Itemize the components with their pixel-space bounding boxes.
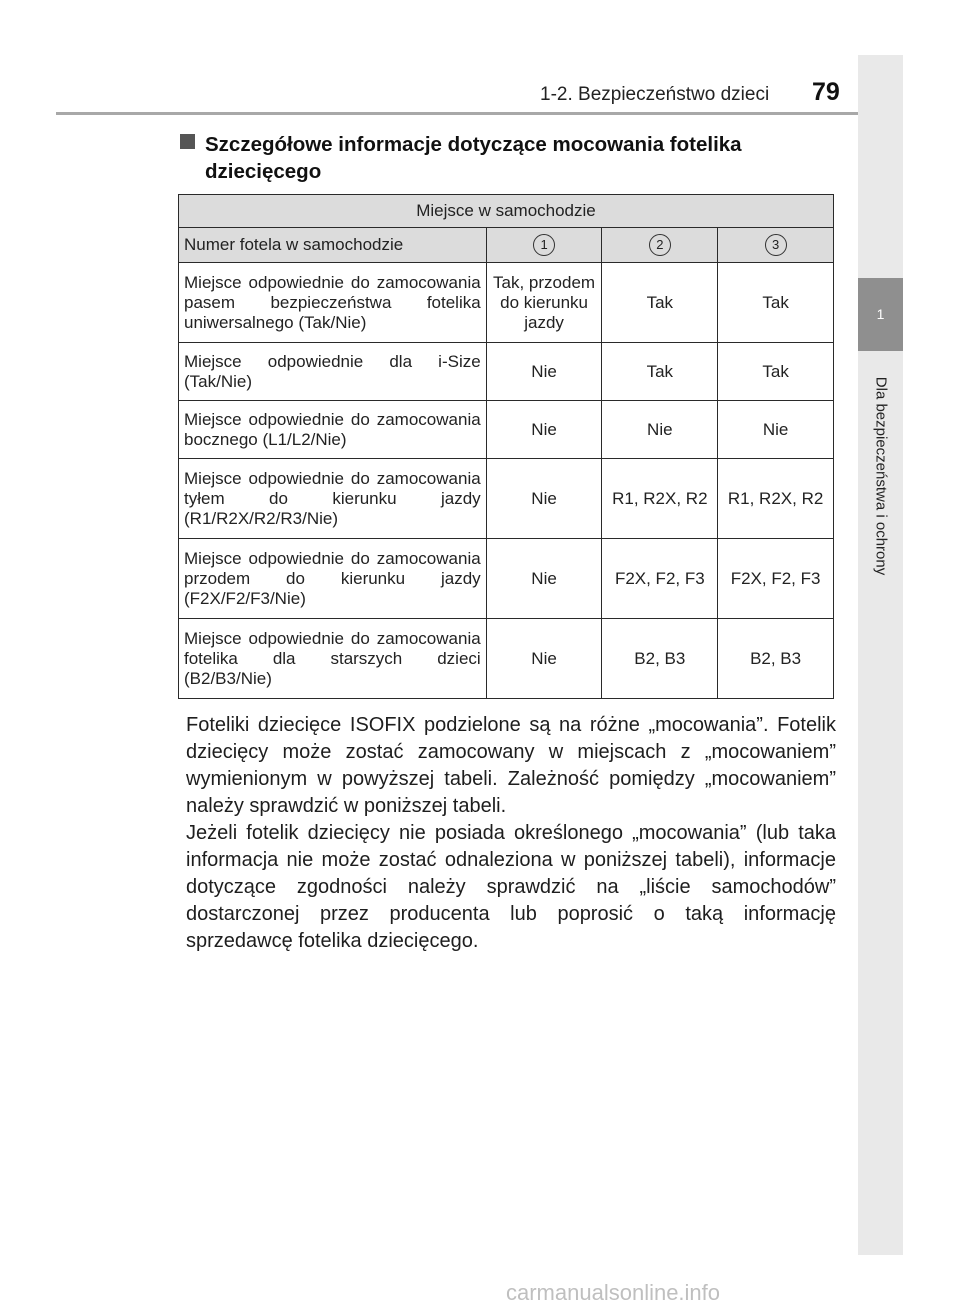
table-cell: F2X, F2, F3 (718, 539, 834, 619)
seat-number-3: 3 (765, 234, 787, 256)
section-heading-text: Szczegółowe informacje dotyczące mocowania fotelika dziecięcego (205, 133, 742, 183)
row-label: Miejsce odpowiednie do zamocowania fotelika dla starszych dzieci (B2/B3/Nie) (179, 619, 487, 699)
table-cell: Nie (486, 539, 602, 619)
section-heading (186, 131, 836, 185)
table-row (179, 459, 834, 539)
table-row (179, 343, 834, 401)
table-cell: Nie (602, 401, 718, 459)
chapter-side-tab (858, 55, 903, 1255)
row-label: Miejsce odpowiednie do zamocowania pasem bezpieczeństwa fotelika uniwersalnego (Tak/Nie) (179, 263, 487, 343)
table-row (179, 539, 834, 619)
square-bullet-icon (180, 134, 195, 149)
table-title: Miejsce w samochodzie (179, 195, 834, 228)
table-row (179, 263, 834, 343)
paragraph: Foteliki dziecięce ISOFIX podzielone są na różne „mocowania”. Fotelik dziecięcy może zostać zamocowany w miejscach z „mocowaniem” wymienionym w powyższej tabeli. Zależność pomiędzy „mocowaniem” należy sprawdzić w poniższej tabeli. (186, 714, 836, 817)
table-cell: R1, R2X, R2 (602, 459, 718, 539)
row-label: Miejsce odpowiednie do zamocowania tyłem do kierunku jazdy (R1/R2X/R2/R3/Nie) (179, 459, 487, 539)
table-row (179, 401, 834, 459)
table-cell: Tak (602, 343, 718, 401)
table-cell: F2X, F2, F3 (602, 539, 718, 619)
table-row (179, 619, 834, 699)
body-text (186, 712, 836, 955)
page-number: 79 (812, 78, 840, 106)
table-cell: Tak, przodem do kierunku jazdy (486, 263, 602, 343)
table-cell: B2, B3 (602, 619, 718, 699)
chapter-title: Dla bezpieczeństwa i ochrony (872, 376, 890, 576)
table-cell: Nie (718, 401, 834, 459)
watermark: carmanualsonline.info (506, 1280, 721, 1305)
table-cell: R1, R2X, R2 (718, 459, 834, 539)
running-head: 1-2. Bezpieczeństwo dzieci (540, 84, 770, 105)
table-cell: Tak (718, 263, 834, 343)
table-cell: Nie (486, 619, 602, 699)
seat-row-label: Numer fotela w samochodzie (179, 228, 487, 263)
seat-number-1: 1 (533, 234, 555, 256)
seat-number-2: 2 (649, 234, 671, 256)
table-cell: Tak (718, 343, 834, 401)
row-label: Miejsce odpowiednie dla i-Size (Tak/Nie) (179, 343, 487, 401)
table-cell: Nie (486, 401, 602, 459)
table-cell: Tak (602, 263, 718, 343)
table-cell: B2, B3 (718, 619, 834, 699)
table-title-row (179, 195, 834, 228)
table-seat-row (179, 228, 834, 263)
seat-compatibility-table (178, 194, 834, 699)
row-label: Miejsce odpowiednie do zamocowania przodem do kierunku jazdy (F2X/F2/F3/Nie) (179, 539, 487, 619)
chapter-number-tab[interactable]: 1 (858, 278, 903, 351)
header-rule (56, 112, 903, 115)
paragraph: Jeżeli fotelik dziecięcy nie posiada określonego „mocowania” (lub taka informacja nie może zostać odnaleziona w poniższej tabeli), informacje dotyczące zgodności należy sprawdzić na „liście samochodów” dostarczonej przez producenta lub poprosić o taką informację sprzedawcę fotelika dziecięcego. (186, 822, 836, 952)
table-cell: Nie (486, 459, 602, 539)
row-label: Miejsce odpowiednie do zamocowania bocznego (L1/L2/Nie) (179, 401, 487, 459)
table-cell: Nie (486, 343, 602, 401)
